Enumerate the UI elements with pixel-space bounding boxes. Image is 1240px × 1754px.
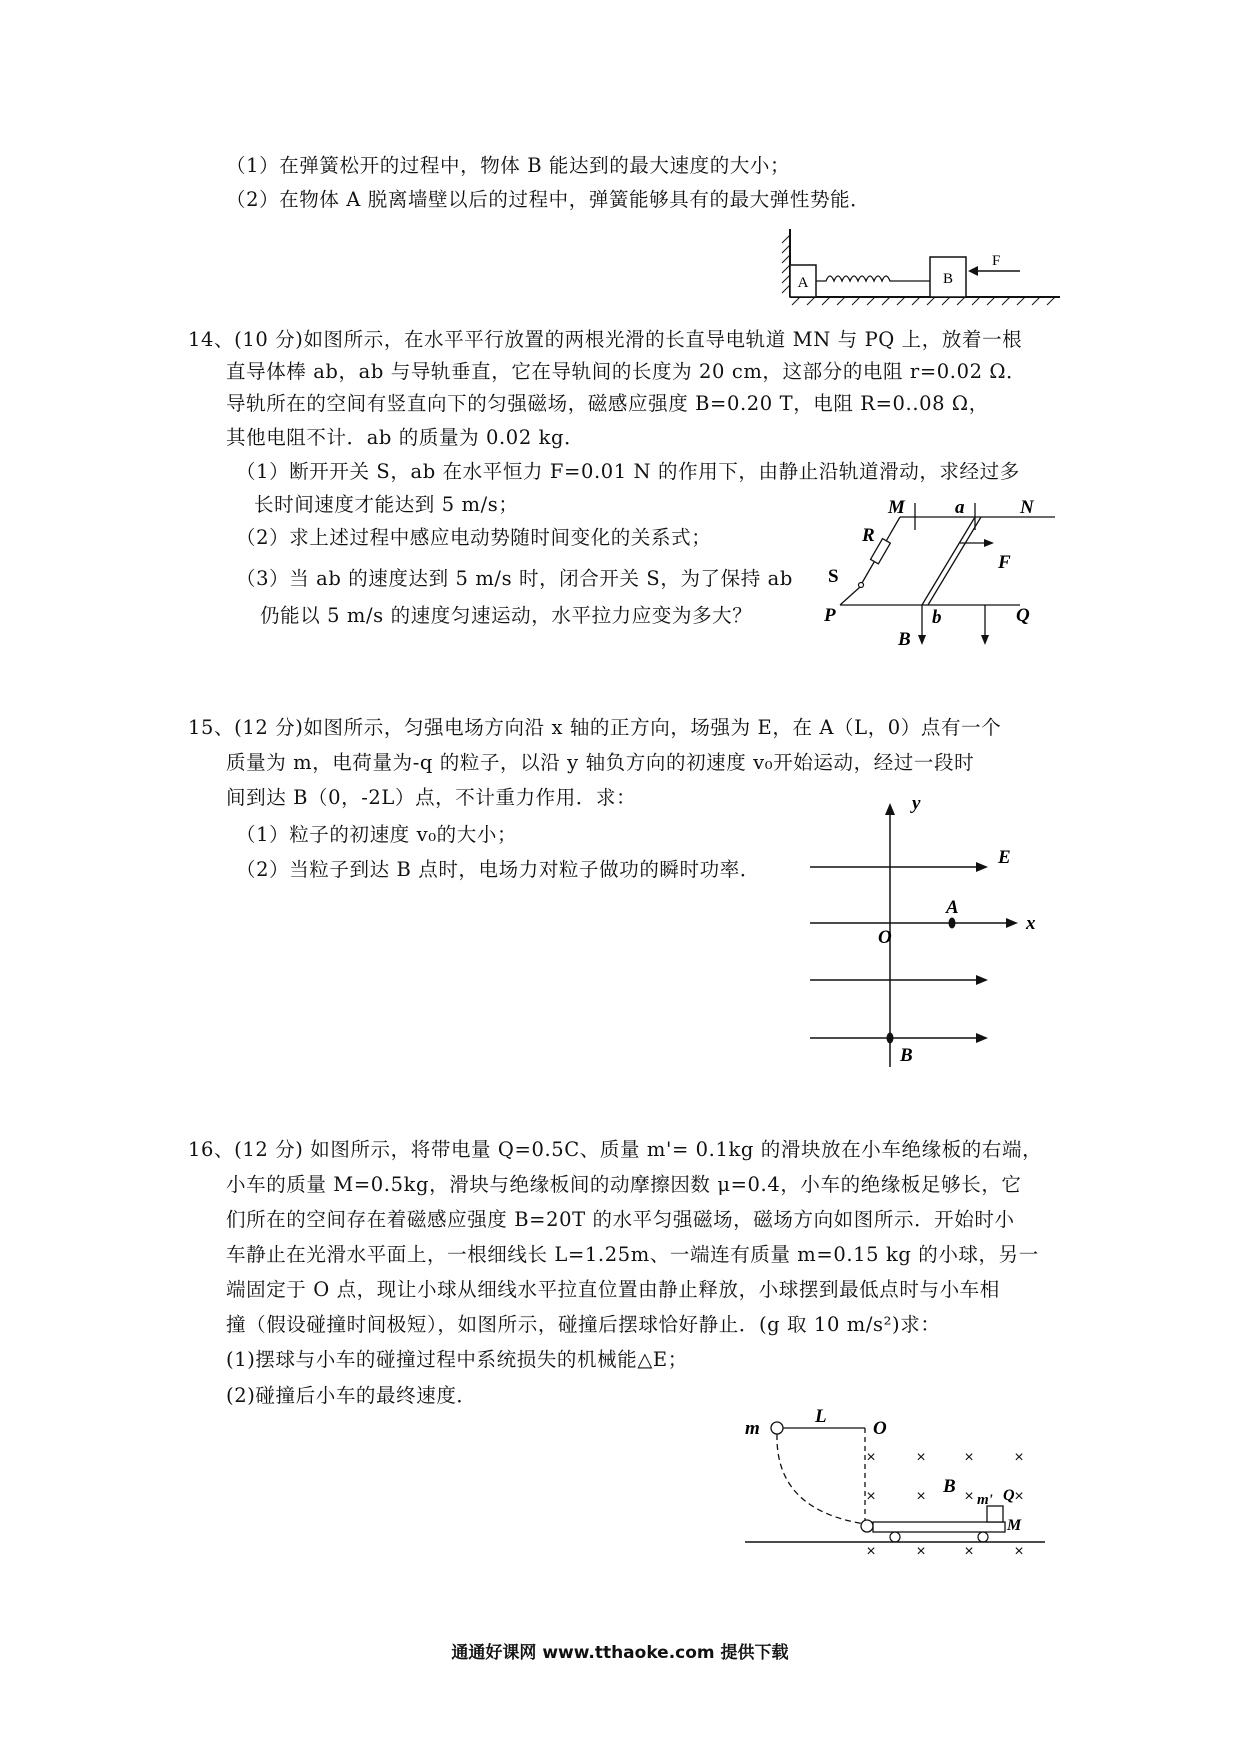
q16-part1: (1)摆球与小车的碰撞过程中系统损失的机械能△E； (226, 1348, 688, 1371)
q14-line1: 14、(10 分)如图所示，在水平平行放置的两根光滑的长直导电轨道 MN 与 PQ 上，放着一根 (188, 328, 1023, 351)
label-o: O (878, 927, 892, 948)
slider-block (987, 1506, 1003, 1522)
q14-part2: （2）求上述过程中感应电动势随时间变化的关系式； (236, 526, 712, 549)
q14-line2: 直导体棒 ab，ab 与导轨垂直，它在导轨间的长度为 20 cm，这部分的电阻 r=0.02 Ω． (226, 360, 1027, 383)
label-q: Q (1016, 605, 1030, 626)
car-board (873, 1522, 1005, 1532)
q14-part1b: 长时间速度才能达到 5 m/s； (254, 493, 519, 516)
label-car-m: M (1007, 1517, 1022, 1534)
svg-text:×: × (916, 1543, 926, 1560)
q15-part1: （1）粒子的初速度 v₀的大小； (236, 823, 518, 846)
q13-part2: （2）在物体 A 脱离墙壁以后的过程中，弹簧能够具有的最大弹性势能． (226, 188, 871, 211)
svg-text:×: × (866, 1543, 876, 1560)
switch-s (840, 587, 860, 605)
block-a-label: A (797, 275, 809, 291)
q16-line1: 16、(12 分) 如图所示，将带电量 Q=0.5C、质量 m'= 0.1kg 的滑块放在小车绝缘板的右端， (188, 1138, 1043, 1161)
q16-line3: 们所在的空间存在着磁感应强度 B=20T 的水平匀强磁场，磁场方向如图所示．开始时小 (226, 1208, 1015, 1231)
q14-part3b: 仍能以 5 m/s 的速度匀速运动，水平拉力应变为多大？ (260, 604, 753, 627)
pendulum-ball-start (771, 1422, 783, 1434)
label-x: x (1026, 913, 1036, 934)
q16-line2: 小车的质量 M=0.5kg，滑块与绝缘板间的动摩擦因数 μ=0.4，小车的绝缘板足够长，它 (226, 1173, 1022, 1196)
label-m: m (745, 1418, 760, 1439)
q14-line3: 导轨所在的空间有竖直向下的匀强磁场，磁感应强度 B=0.20 T，电阻 R=0..08 Ω， (226, 392, 989, 415)
rod-ab-edge (922, 517, 975, 605)
label-b-field: B (898, 629, 911, 650)
label-m-prime: m' (977, 1492, 993, 1508)
label-b: B (900, 1045, 913, 1066)
q16-line5: 端固定于 O 点，现让小球从细线水平拉直位置由静止释放，小球摆到最低点时与小车相 (226, 1278, 1000, 1301)
q16-part2: (2)碰撞后小车的最终速度． (226, 1384, 477, 1407)
point-a (949, 918, 956, 929)
svg-text:×: × (866, 1488, 876, 1505)
label-a: a (955, 497, 965, 518)
svg-text:×: × (916, 1449, 926, 1466)
q15-part2: （2）当粒子到达 B 点时，电场力对粒子做功的瞬时功率． (236, 858, 760, 881)
page-footer: 通通好课网 www.tthaoke.com 提供下载 (451, 1643, 789, 1663)
q14-rail-figure (820, 495, 1060, 655)
label-b: b (932, 607, 942, 628)
q14-part1a: （1）断开开关 S，ab 在水平恒力 F=0.01 N 的作用下，由静止沿轨道滑动，求经过多 (236, 460, 1020, 483)
point-b (887, 1033, 894, 1044)
label-y: y (912, 793, 921, 814)
q15-line3: 间到达 B（0，-2L）点，不计重力作用．求： (226, 786, 637, 809)
q14-line4: 其他电阻不计．ab 的质量为 0.02 kg． (226, 426, 585, 449)
q15-field-figure (800, 795, 1080, 1075)
label-p: P (824, 605, 836, 626)
label-q: Q (1003, 1487, 1015, 1504)
wheel (978, 1532, 988, 1542)
q16-line4: 车静止在光滑水平面上，一根细线长 L=1.25m、一端连有质量 m=0.15 kg 的小球，另一 (226, 1243, 1039, 1266)
svg-text:×: × (866, 1449, 876, 1466)
spring (816, 276, 930, 281)
q16-pendulum-figure (745, 1400, 1065, 1570)
svg-text:×: × (916, 1488, 926, 1505)
q15-line1: 15、(12 分)如图所示，匀强电场方向沿 x 轴的正方向，场强为 E，在 A（L，0）点有一个 (188, 716, 1002, 739)
q14-part3a: （3）当 ab 的速度达到 5 m/s 时，闭合开关 S，为了保持 ab (236, 567, 793, 590)
svg-text:×: × (964, 1543, 974, 1560)
svg-text:×: × (1014, 1543, 1024, 1560)
label-r: R (862, 525, 875, 546)
q15-line2: 质量为 m，电荷量为-q 的粒子，以沿 y 轴负方向的初速度 v₀开始运动，经过一段时 (226, 751, 975, 774)
q13-spring-figure (770, 225, 1070, 305)
q13-part1: （1）在弹簧松开的过程中，物体 B 能达到的最大速度的大小； (226, 154, 791, 177)
svg-text:×: × (1014, 1488, 1024, 1505)
swing-path (777, 1434, 865, 1524)
wheel (890, 1532, 900, 1542)
label-f: F (998, 552, 1011, 573)
rod-ab-edge (928, 517, 981, 605)
label-o: O (873, 1418, 887, 1439)
label-b: B (943, 1476, 956, 1497)
pendulum-ball-bottom (861, 1520, 873, 1532)
label-m: M (888, 497, 905, 518)
label-e: E (998, 847, 1011, 868)
svg-text:×: × (964, 1449, 974, 1466)
force-label: F (992, 253, 1001, 269)
block-b-label: B (942, 271, 954, 287)
label-l: L (815, 1406, 827, 1427)
label-a: A (946, 897, 959, 918)
magnetic-field-crosses (866, 1449, 1023, 1560)
label-s: S (828, 566, 839, 587)
svg-text:×: × (1014, 1449, 1024, 1466)
label-n: N (1020, 497, 1034, 518)
svg-text:×: × (964, 1488, 974, 1505)
q16-line6: 撞（假设碰撞时间极短），如图所示，碰撞后摆球恰好静止．(g 取 10 m/s²)求： (226, 1313, 941, 1336)
